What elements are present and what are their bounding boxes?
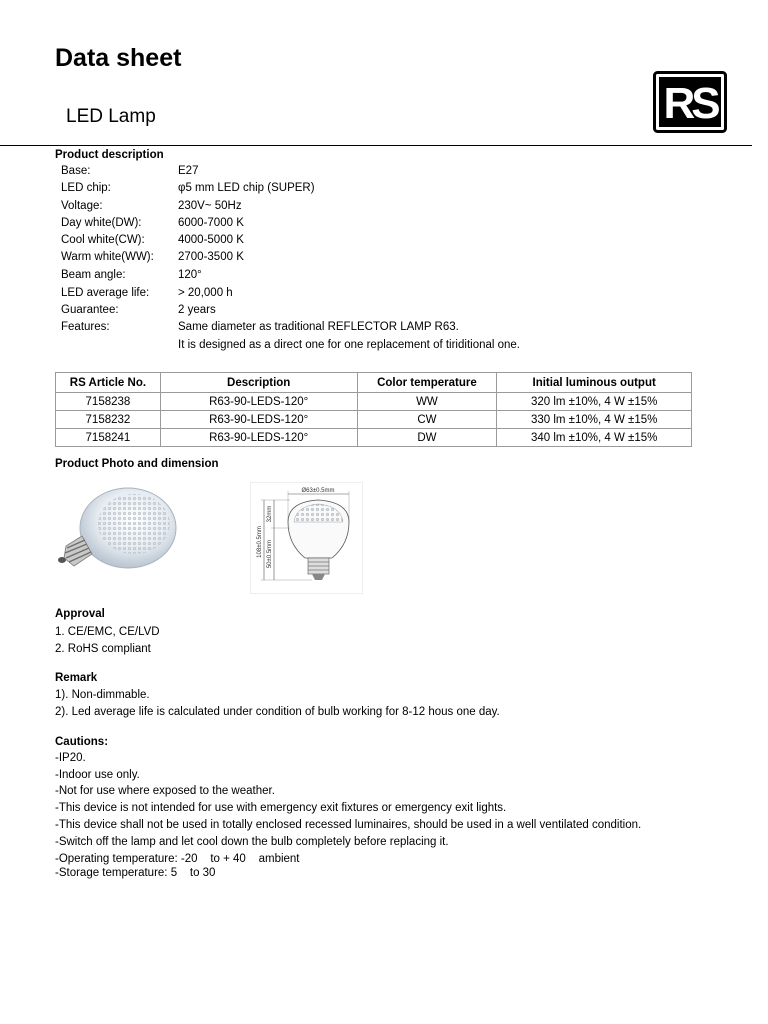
approval-item: 1. CE/EMC, CE/LVD [55,626,160,638]
caution-item: -Storage temperature: 5 to 30 [55,867,216,879]
column-header-description: Description [160,373,357,393]
article-table [55,372,692,447]
spec-label: Warm white(WW): [61,251,154,263]
spec-label: Base: [61,165,91,177]
cell-color: DW [357,429,497,447]
lower-dimension: 50±0.5mm [267,539,273,569]
column-header-color-temperature: Color temperature [357,373,497,393]
cautions-heading: Cautions: [55,736,109,748]
remark-item: 1). Non-dimmable. [55,689,150,701]
product-photo [52,486,182,576]
spec-value: Same diameter as traditional REFLECTOR LAMP R63. [178,321,459,333]
cell-article: 7158232 [56,411,161,429]
spec-value: 2 years [178,304,216,316]
spec-value: E27 [178,165,199,177]
caution-item: -IP20. [55,752,86,764]
rs-logo [653,71,727,133]
cell-output: 340 lm ±10%, 4 W ±15% [497,429,692,447]
approval-item: 2. RoHS compliant [55,643,151,655]
spec-label: Beam angle: [61,269,126,281]
caution-item: -Not for use where exposed to the weather. [55,785,275,797]
approval-heading: Approval [55,608,105,620]
caution-item: -Indoor use only. [55,769,140,781]
spec-value: 230V~ 50Hz [178,200,242,212]
remark-heading: Remark [55,672,98,684]
spec-value: It is designed as a direct one for one replacement of tiriditional one. [178,339,521,351]
height-dimension: 108±0.5mm [257,526,263,558]
spec-label: Cool white(CW): [61,234,145,246]
caution-item: -Switch off the lamp and let cool down the bulb completely before replacing it. [55,836,449,848]
logo-text: RS [663,79,717,128]
caution-item: -This device is not intended for use with emergency exit fixtures or emergency exit lights. [55,802,507,814]
table-row [56,393,692,411]
diameter-dimension: Ø63±0.5mm [301,488,335,494]
spec-label: LED average life: [61,287,150,299]
cell-color: CW [357,411,497,429]
cell-article: 7158241 [56,429,161,447]
spec-label: Guarantee: [61,304,119,316]
cell-description: R63-90-LEDS-120° [160,411,357,429]
spec-label: Features: [61,321,110,333]
cell-output: 320 lm ±10%, 4 W ±15% [497,393,692,411]
upper-dimension: 32mm [267,505,273,523]
table-row [56,429,692,447]
spec-value: 2700-3500 K [178,251,244,263]
product-description-heading: Product description [55,149,164,161]
spec-value: 120° [178,269,202,281]
cell-color: WW [357,393,497,411]
spec-label: LED chip: [61,182,111,194]
dimension-drawing [250,482,390,594]
table-header-row [56,373,692,393]
caution-item: -This device shall not be used in totally enclosed recessed luminaires, should be used in a well ventilated condition. [55,819,642,831]
table-row [56,411,692,429]
document-subtitle: LED Lamp [66,106,156,127]
cell-output: 330 lm ±10%, 4 W ±15% [497,411,692,429]
spec-value: 6000-7000 K [178,217,244,229]
header-divider [0,145,752,146]
spec-label: Voltage: [61,200,103,212]
cell-description: R63-90-LEDS-120° [160,393,357,411]
cell-description: R63-90-LEDS-120° [160,429,357,447]
spec-label: Day white(DW): [61,217,142,229]
spec-value: > 20,000 h [178,287,233,299]
document-title: Data sheet [55,44,182,72]
column-header-article: RS Article No. [56,373,161,393]
photo-section-heading: Product Photo and dimension [55,458,219,470]
column-header-luminous-output: Initial luminous output [497,373,692,393]
spec-value: 4000-5000 K [178,234,244,246]
cell-article: 7158238 [56,393,161,411]
caution-item: -Operating temperature: -20 to + 40 ambient [55,853,300,865]
remark-item: 2). Led average life is calculated under condition of bulb working for 8-12 hous one day. [55,706,500,718]
spec-value: φ5 mm LED chip (SUPER) [178,182,315,194]
